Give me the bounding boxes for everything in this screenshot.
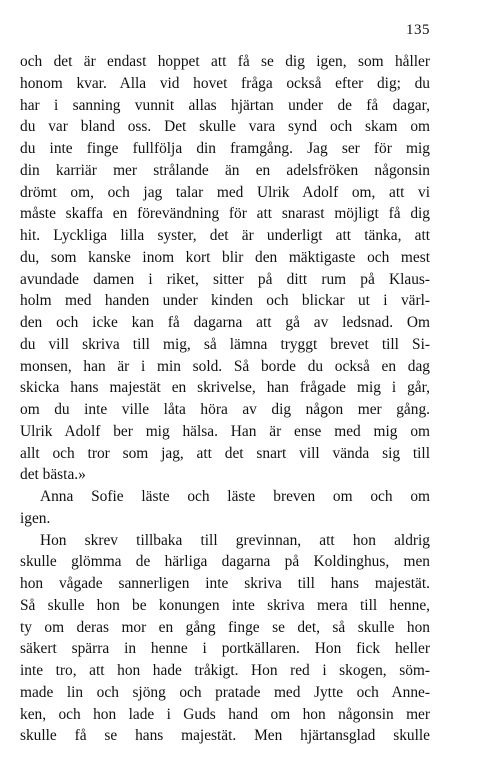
text-line: Ulrik Adolf ber mig hälsa. Han är ense med mig om [20, 422, 430, 440]
text-line: måste skaffa en förevändning för att snarast möjligt få dig [20, 205, 430, 223]
text-line: igen. [20, 509, 51, 527]
text-line: säkert spärra in henne i portkällaren. Hon fick heller [20, 640, 430, 658]
text-line: holm med handen under kinden och blickar ut i värl- [20, 292, 430, 310]
text-line: den och icke kan få dagarna att gå av ledsnad. Om [20, 314, 430, 331]
text-line: du, som kanske inom kort blir den mäktigaste och mest [20, 248, 430, 266]
text-line: skulle få se hans majestät. Men hjärtansglad skulle [20, 727, 430, 745]
text-line: ty om deras mor en gång finge se det, så skulle hon [20, 618, 430, 636]
text-line: du var bland oss. Det skulle vara synd och skam om [20, 118, 430, 136]
text-line: hit. Lyckliga lilla syster, det är underligt att tänka, att [20, 227, 430, 244]
text-line: skicka hans majestät en skrivelse, han frågade mig i går, [20, 379, 430, 397]
text-line: avundade damen i riket, sitter på ditt rum på Klaus- [20, 270, 430, 288]
text-line: och det är endast hoppet att få se dig igen, som håller [20, 53, 430, 70]
text-line: ken, och hon lade i Guds hand om hon någonsin mer [20, 705, 430, 723]
text-line: du vill skriva till mig, så lämna tryggt brevet till Si- [20, 335, 430, 353]
text-line: drömt om, och jag talar med Ulrik Adolf om, att vi [20, 183, 430, 201]
text-line: hon vågade sannerligen inte skriva till hans majestät. [20, 575, 430, 592]
text-line: skulle glömma de härliga dagarna på Koldinghus, men [20, 553, 430, 571]
text-line: Anna Sofie läste och läste breven om och om [40, 488, 430, 505]
text-line: det bästa.» [20, 466, 86, 484]
text-line: allt och tror som jag, att det snart vill vända sig till [20, 444, 430, 462]
text-line: made lin och sjöng och pratade med Jytte och Anne- [20, 683, 430, 701]
text-line: du inte finge fullfölja din framgång. Jag ser för mig [20, 140, 430, 157]
page-number: 135 [406, 22, 430, 38]
text-line: inte tro, att hon hade tråkigt. Hon red i skogen, söm- [20, 662, 430, 679]
text-line: monsen, han är i min sold. Så borde du också en dag [20, 357, 430, 375]
text-line: din karriär mer strålande än en adelsfröken någonsin [20, 161, 430, 179]
text-line: Så skulle hon be konungen inte skriva mera till henne, [20, 596, 430, 614]
text-line: om du inte ville låta höra av dig någon mer gång. [20, 401, 430, 418]
text-line: har i sanning vunnit allas hjärtan under de få dagar, [20, 96, 430, 114]
body-text [20, 51, 430, 747]
text-line: honom kvar. Alla vid hovet fråga också efter dig; du [20, 74, 430, 92]
text-line: Hon skrev tillbaka till grevinnan, att hon aldrig [40, 531, 430, 549]
